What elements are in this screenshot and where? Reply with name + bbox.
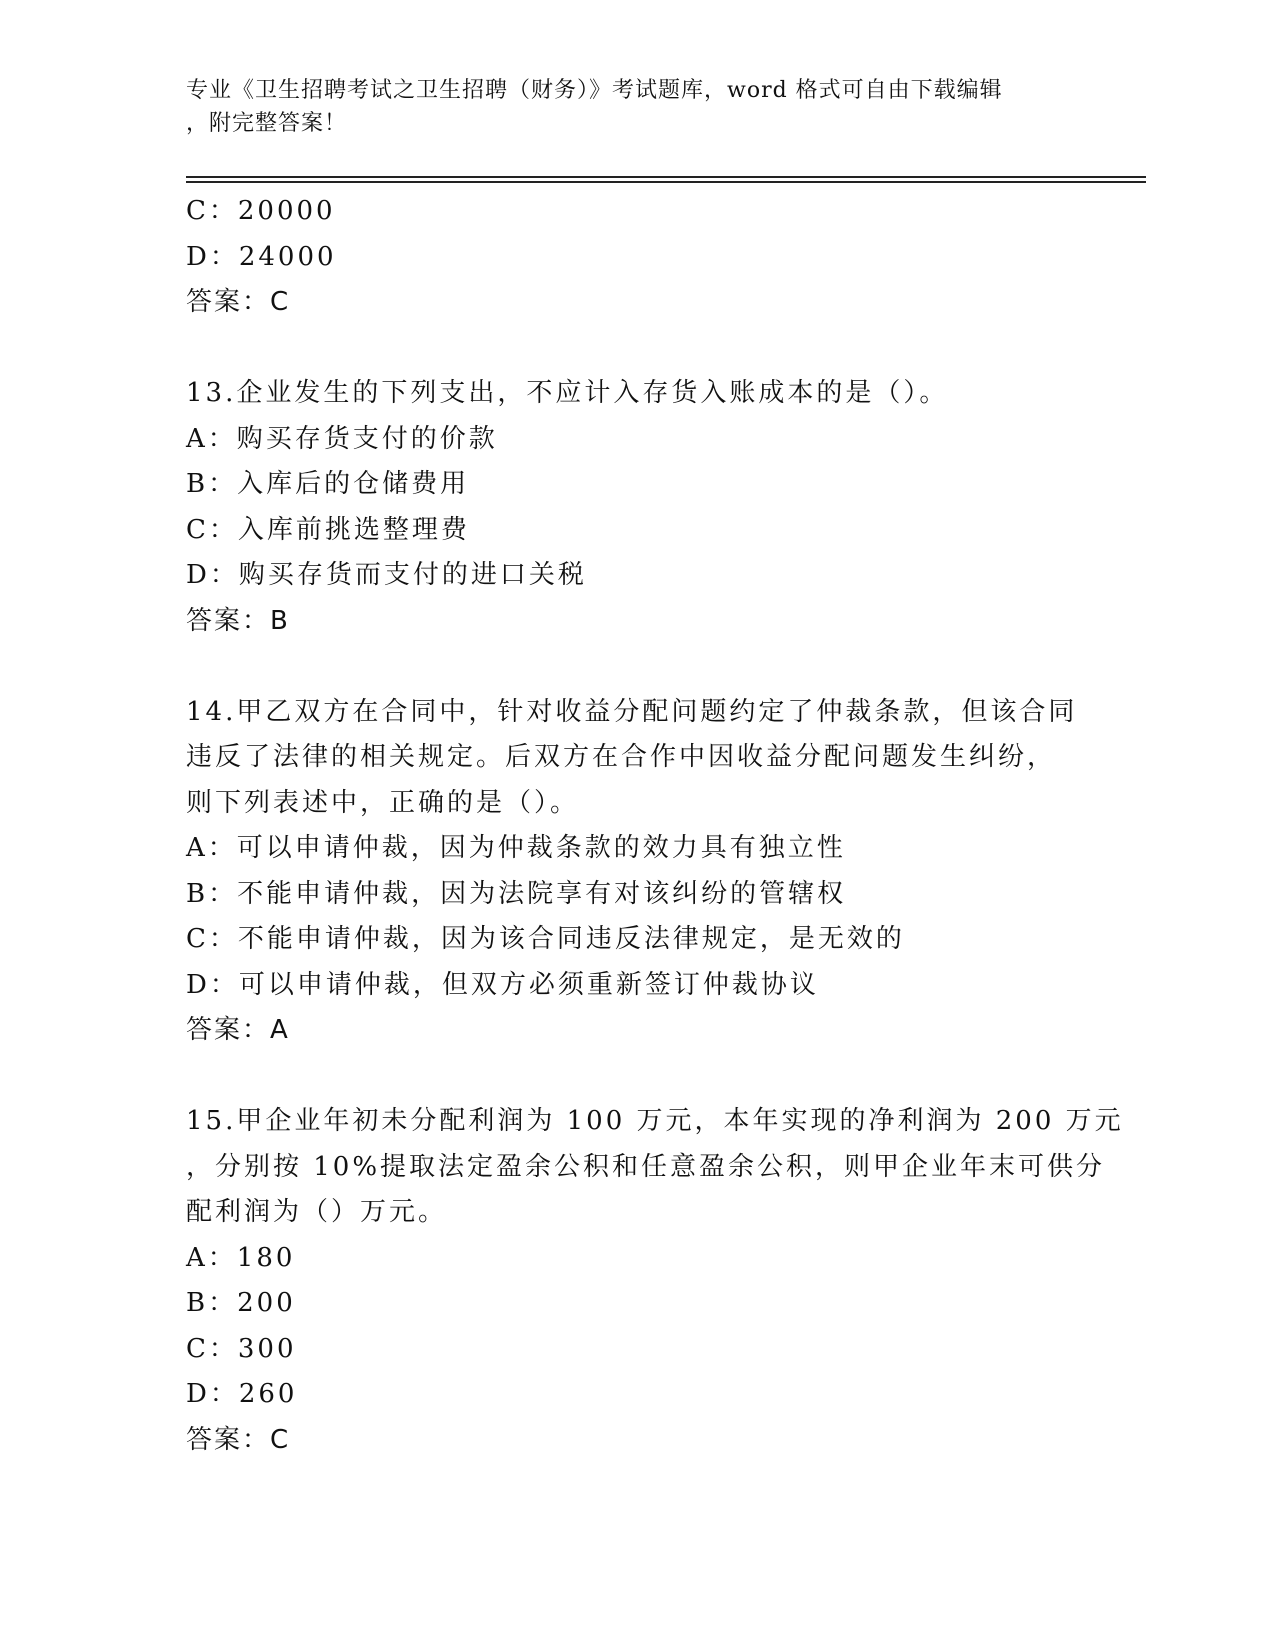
option-a: A：购买存货支付的价款 xyxy=(186,423,498,454)
question-15 xyxy=(186,1099,1126,1463)
answer-line: 答案：A xyxy=(186,1015,290,1045)
option-d: D：购买存货而支付的进口关税 xyxy=(186,560,587,590)
header-divider-top xyxy=(186,176,1146,178)
previous-question-tail xyxy=(186,189,1126,326)
option-b: B：不能申请仲裁，因为法院享有对该纠纷的管辖权 xyxy=(186,878,847,909)
spacer xyxy=(186,326,1126,372)
option-c: C：不能申请仲裁，因为该合同违反法律规定，是无效的 xyxy=(186,924,905,954)
option-b: B：200 xyxy=(186,1288,296,1318)
answer-line: 答案：B xyxy=(186,605,290,636)
option-c: C：300 xyxy=(186,1333,297,1364)
answer-line: 答案：C xyxy=(186,287,291,317)
document-header xyxy=(186,74,1066,140)
answer-line: 答案：C xyxy=(186,1424,291,1455)
option-c: C：入库前挑选整理费 xyxy=(186,514,470,545)
option-a: A：可以申请仲裁，因为仲裁条款的效力具有独立性 xyxy=(186,833,846,863)
question-stem: ，分别按 10%提取法定盈余公积和任意盈余公积，则甲企业年末可供分 xyxy=(186,1151,1106,1182)
header-divider-bottom xyxy=(186,181,1146,183)
option-c: C：20000 xyxy=(186,196,336,226)
question-stem: 则下列表述中，正确的是（）。 xyxy=(186,787,580,818)
question-stem: 13.企业发生的下列支出，不应计入存货入账成本的是（）。 xyxy=(186,378,949,408)
option-a: A：180 xyxy=(186,1242,296,1273)
question-stem: 违反了法律的相关规定。后双方在合作中因收益分配问题发生纠纷， xyxy=(186,742,1057,772)
option-d: D：260 xyxy=(186,1379,298,1409)
question-stem: 14.甲乙双方在合同中，针对收益分配问题约定了仲裁条款，但该合同 xyxy=(186,696,1078,727)
spacer xyxy=(186,1054,1126,1100)
question-13 xyxy=(186,371,1126,644)
option-d: D：24000 xyxy=(186,241,337,272)
question-stem: 配利润为（）万元。 xyxy=(186,1197,448,1227)
question-14 xyxy=(186,690,1126,1054)
header-line-1: 专业《卫生招聘考试之卫生招聘（财务）》考试题库，word 格式可自由下载编辑 xyxy=(186,78,1003,103)
option-d: D：可以申请仲裁，但双方必须重新签订仲裁协议 xyxy=(186,969,819,1000)
option-b: B：入库后的仓储费用 xyxy=(186,469,470,499)
spacer xyxy=(186,644,1126,690)
question-stem: 15.甲企业年初未分配利润为 100 万元，本年实现的净利润为 200 万元 xyxy=(186,1106,1124,1136)
question-list xyxy=(186,189,1126,1463)
header-line-2: ，附完整答案！ xyxy=(186,111,348,136)
